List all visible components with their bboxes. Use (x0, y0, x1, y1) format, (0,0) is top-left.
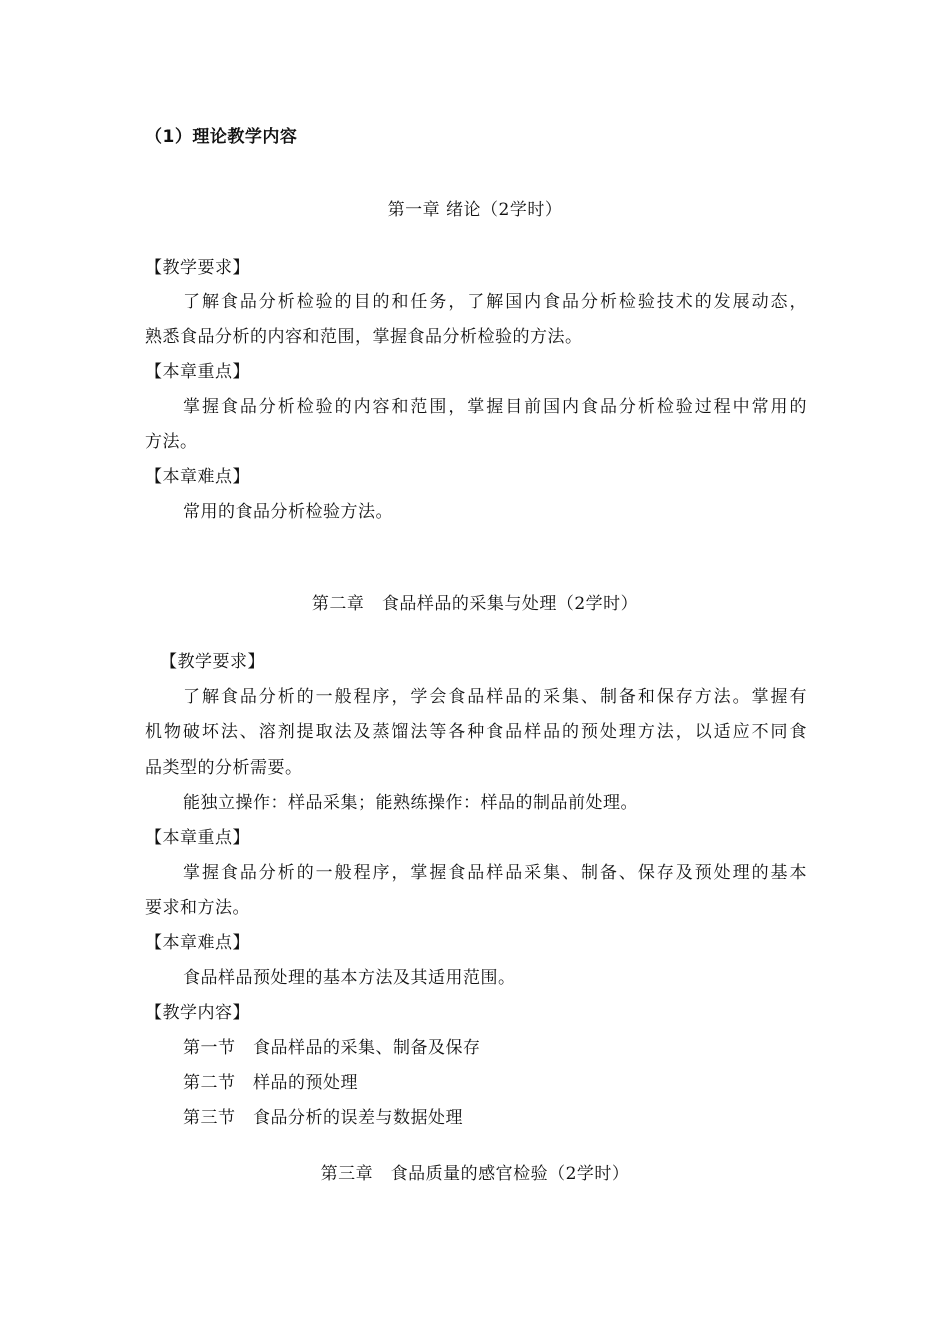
chapter2-requirements-line3: 品类型的分析需要。 (145, 758, 303, 778)
chapter1-key-points-line1: 掌握食品分析检验的内容和范围，掌握目前国内食品分析检验过程中常用的 (183, 397, 807, 417)
chapter1-key-points-line2: 方法。 (145, 432, 198, 452)
chapter2-difficulties-line1: 食品样品预处理的基本方法及其适用范围。 (183, 968, 516, 988)
chapter2-title: 第二章 食品样品的采集与处理（2学时） (311, 594, 639, 614)
chapter2-section-2: 第二节 样品的预处理 (183, 1073, 358, 1093)
chapter1-requirements-label: 【教学要求】 (145, 258, 250, 278)
chapter3-title: 第三章 食品质量的感官检验（2学时） (320, 1164, 630, 1184)
chapter2-requirements-line4: 能独立操作：样品采集；能熟练操作：样品的制品前处理。 (183, 793, 638, 813)
chapter1-difficulties-line1: 常用的食品分析检验方法。 (183, 502, 393, 522)
chapter2-requirements-label: 【教学要求】 (160, 652, 265, 672)
chapter2-key-points-label: 【本章重点】 (145, 828, 250, 848)
chapter2-section-1: 第一节 食品样品的采集、制备及保存 (183, 1038, 481, 1058)
chapter2-key-points-line1: 掌握食品分析的一般程序，掌握食品样品采集、制备、保存及预处理的基本 (183, 863, 807, 883)
chapter2-key-points-line2: 要求和方法。 (145, 898, 250, 918)
chapter2-requirements-line1: 了解食品分析的一般程序，学会食品样品的采集、制备和保存方法。掌握有 (183, 687, 807, 707)
chapter2-requirements-line2: 机物破坏法、溶剂提取法及蒸馏法等各种食品样品的预处理方法，以适应不同食 (145, 722, 807, 742)
section-heading: （1）理论教学内容 (145, 127, 298, 147)
chapter1-requirements-line1: 了解食品分析检验的目的和任务，了解国内食品分析检验技术的发展动态， (183, 292, 807, 312)
chapter2-section-3: 第三节 食品分析的误差与数据处理 (183, 1108, 463, 1128)
chapter1-title: 第一章 绪论（2学时） (387, 200, 563, 220)
chapter2-difficulties-label: 【本章难点】 (145, 933, 250, 953)
chapter2-content-label: 【教学内容】 (145, 1003, 250, 1023)
chapter1-requirements-line2: 熟悉食品分析的内容和范围，掌握食品分析检验的方法。 (145, 327, 583, 347)
chapter1-difficulties-label: 【本章难点】 (145, 467, 250, 487)
chapter1-key-points-label: 【本章重点】 (145, 362, 250, 382)
